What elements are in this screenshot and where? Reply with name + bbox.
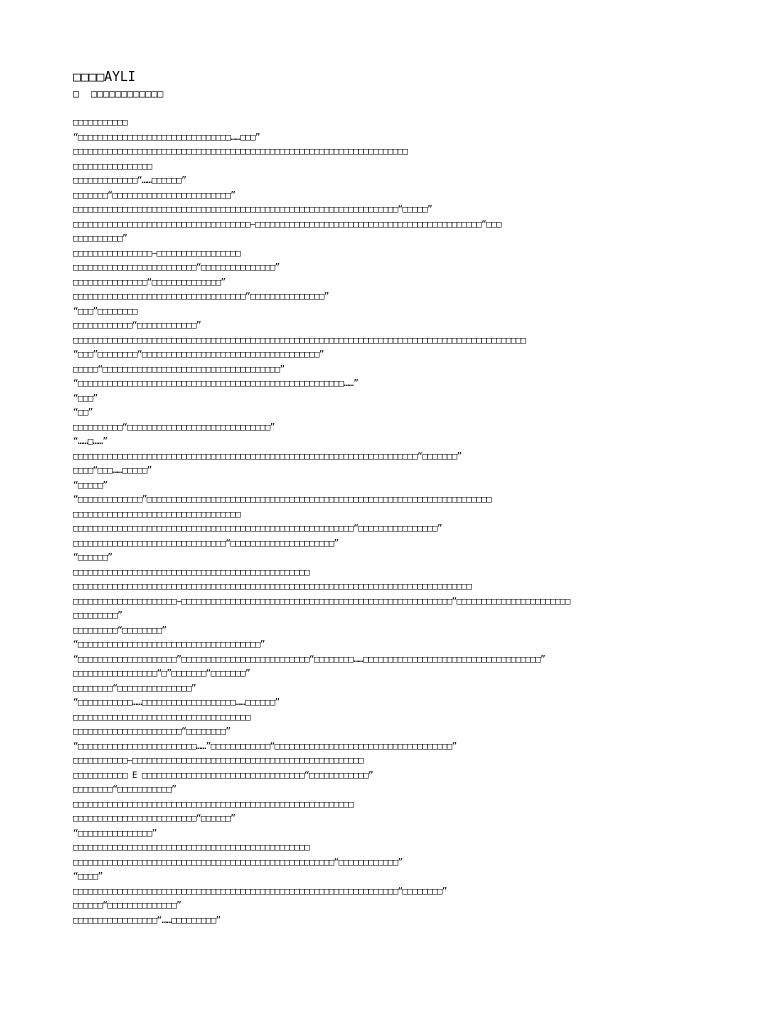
text-line: □□□□□□□□“□□□□□□□□□□□” bbox=[73, 785, 177, 795]
text-line: “□□□□□□□□□□□□□□□□□□□□□□□□……”□□□□□□□□□□□□“□□□□□□□□□□□□□□□□□□□□□□□□□□□□□□□□□□□□” bbox=[73, 741, 457, 752]
text-line: “□□□□□□□□□□□□□□□□□□□□□□□□□□□□□□□□□□□□□” bbox=[73, 640, 265, 650]
text-line: □□□□□□□□□□□□□□□□□□□□□□□□□□□□□□□□□□□□□□□□□□□□□□□□□□□□□“□□□□□□□□□□□□” bbox=[73, 857, 403, 868]
text-line: □□□□□□□□□“□□□□□□□□” bbox=[73, 625, 167, 636]
text-line: □□□□□□□□□□□□□□□□—□□□□□□□□□□□□□□□□□ bbox=[73, 248, 241, 259]
text-line: □□□□□□□□□□□□□□□□□□□□□□□□□□□□□□□□□□□“□□□□□□□□□□□□□□□” bbox=[73, 292, 329, 302]
text-line: □□□□□□□□□□□□□□□□□□□□□□“□□□□□□□□” bbox=[73, 727, 231, 737]
text-line: □□□□□□□□□□□□□□□□□□□□□□□□□□□□□□□□□□□□□□□□□□□□□□□□□□□□□□□□□□□□□□□□□□□□□□□□□□□□□□□□□□□□□□□□□□□□ bbox=[73, 335, 526, 346]
text-line: “□□□□□” bbox=[73, 480, 108, 491]
text-line: □□□□□□□□□□□□□□□□□□□□□□□□□“□□□□□□” bbox=[73, 814, 236, 824]
text-line: □□□□□□□□□□□□□□□□□□□□□□□□□“□□□□□□□□□□□□□□□” bbox=[73, 263, 280, 273]
text-line: “□□□□” bbox=[73, 872, 103, 882]
text-line: □□□□□□□□□□□□□“……□□□□□□” bbox=[73, 176, 187, 186]
text-line: “□□□□□□□□□□□□□”□□□□□□□□□□□□□□□□□□□□□□□□□□□□□□□□□□□□□□□□□□□□□□□□□□□□□□□□□□□□□□□□□□□□□□ bbox=[73, 495, 492, 505]
text-line: “……□……” bbox=[73, 437, 108, 447]
text-line: “□□□□□□□□□□□□□□□□□□□□□□□□□□□□□□□……□□□” bbox=[73, 132, 260, 143]
text-line: □□□□□□□□□” bbox=[73, 611, 123, 621]
document-title: □□□□AYLI bbox=[73, 70, 136, 85]
text-line: □□□□□□□□□□□□□□□□□□□□□□□□□□□□□□□□□□□□□□□□□□□□□□□□□□□□□□□□□□□□□□□□□□□□□□“□□□□□□□” bbox=[73, 451, 462, 462]
text-line: □□□□□□□□□□□□□□□□□□□□□—□□□□□□□□□□□□□□□□□□□□□□□□□□□□□□□□□□□□□□□□□□□□□□□□□□□□□□□“□□□□□□□□□□□□□□□□□□□□□□□ bbox=[73, 596, 570, 607]
text-line: “□□□”□□□□□□□□ bbox=[73, 306, 137, 317]
text-line: “□□□”□□□□□□□□“□□□□□□□□□□□□□□□□□□□□□□□□□□□□□□□□□□□□” bbox=[73, 350, 324, 360]
text-line: “□□□□□□□□□□□……□□□□□□□□□□□□□□□□□□□……□□□□□□” bbox=[73, 698, 280, 708]
document-body bbox=[73, 116, 713, 928]
text-line: “□□” bbox=[73, 408, 93, 418]
text-line: □□□□□□□□□□□□□□□□□□□□□□□□□□□□□□□□□□□□—□□□□□□□□□□□□□□□□□□□□□□□□□□□□□□□□□□□□□□□□□□□□□□“□□□ bbox=[73, 219, 501, 230]
text-line: □□□□□□□□□□□□□□□□ bbox=[73, 161, 152, 172]
text-line: □□□□□□□□□□□□□□□□□□□□□□□□□□□□□□□□□□□□□□□□□□□□□□□□□□□□□□□□□“□□□□□□□□□□□□□□□□” bbox=[73, 524, 442, 534]
text-line: □□□□□□□□□□□□□□□□□□□□□□□□□□□□□□□□□□□□□□□□□□□□□□□□□□□□□□□□□□□□□□□□□□□□ bbox=[73, 147, 408, 157]
text-line: □□□□□□□□□□□ bbox=[73, 118, 128, 128]
text-line: □□□□□□□□□□□□□□□□□□□□□□□□□□□□□□□□□□□□□□□□□□□□□□□□□□□□□□□□□□□□□□□□□□“□□□□□□□□” bbox=[73, 886, 447, 897]
text-line: □□□□□“□□□□□□□□□□□□□□□□□□□□□□□□□□□□□□□□□□□□” bbox=[73, 364, 285, 375]
text-line: □□□□□□□□□□□□□□□□□□□□□□□□□□□□□□□□□□□□□□□□□□□□□□□□ bbox=[73, 843, 310, 853]
text-line: “□□□” bbox=[73, 393, 98, 404]
text-line: □□□□□□□□□□□□“□□□□□□□□□□□□” bbox=[73, 321, 201, 331]
text-line: □□□□□□□□□□□□□□□□□□□□□□□□□□□□□□□□□□ bbox=[73, 509, 241, 520]
text-line: □□□□□□□□□□□□□□□□□□□□□□□□□□□□□□□□□□□□□□□□□□□□□□□□□□□□□□□□□□□□□□□□□□“□□□□□” bbox=[73, 205, 433, 215]
text-line: □□□□□□□□□□□□□□□□□□□□□□□□□□□□□□□□□□□□ bbox=[73, 712, 251, 723]
document-subtitle: □ □□□□□□□□□□□□ bbox=[73, 89, 164, 100]
text-line: □□□□□□□“□□□□□□□□□□□□□□□□□□□□□□□□” bbox=[73, 190, 236, 201]
text-line: □□□□□□□□□□□—□□□□□□□□□□□□□□□□□□□□□□□□□□□□□□□□□□□□□□□□□□□□□□□ bbox=[73, 756, 364, 766]
text-line: “□□□□□□” bbox=[73, 553, 113, 563]
text-line: □□□□□□□□□□□□□□□“□□□□□□□□□□□□□□” bbox=[73, 277, 226, 288]
text-line: □□□□□□□□□□□□□□□□□“□”□□□□□□□“□□□□□□□” bbox=[73, 669, 251, 679]
text-line: □□□□□□□□□□□□□□□□□□□□□□□□□□□□□□□□□□□□□□□□□□□□□□□□ bbox=[73, 567, 310, 578]
text-line: □□□□□□□□□□□□□□□□□“……□□□□□□□□□” bbox=[73, 915, 221, 926]
text-line: □□□□□□□□□□□□□□□□□□□□□□□□□□□□□□□“□□□□□□□□□□□□□□□□□□□□□” bbox=[73, 538, 339, 549]
text-line: □□□□“□□□……□□□□□” bbox=[73, 466, 152, 476]
text-line: □□□□□□□□□□” bbox=[73, 234, 128, 244]
text-line: □□□□□□“□□□□□□□□□□□□□□” bbox=[73, 901, 182, 911]
text-line: □□□□□□□□“□□□□□□□□□□□□□□□” bbox=[73, 683, 196, 694]
text-line: “□□□□□□□□□□□□□□□□□□□□□□□□□□□□□□□□□□□□□□□□□□□□□□□□□□□□□□……” bbox=[73, 379, 359, 389]
text-line: □□□□□□□□□□“□□□□□□□□□□□□□□□□□□□□□□□□□□□□□” bbox=[73, 422, 275, 433]
text-line: “□□□□□□□□□□□□□□□” bbox=[73, 828, 157, 839]
text-line: □□□□□□□□□□□□□□□□□□□□□□□□□□□□□□□□□□□□□□□□□□□□□□□□□□□□□□□□□ bbox=[73, 799, 354, 810]
text-line: □□□□□□□□□□□ E □□□□□□□□□□□□□□□□□□□□□□□□□□□□□□□□□“□□□□□□□□□□□□” bbox=[73, 770, 374, 781]
text-line: □□□□□□□□□□□□□□□□□□□□□□□□□□□□□□□□□□□□□□□□□□□□□□□□□□□□□□□□□□□□□□□□□□□□□□□□□□□□□□□□□ bbox=[73, 582, 472, 592]
text-line: “□□□□□□□□□□□□□□□□□□□□”□□□□□□□□□□□□□□□□□□□□□□□□□□“□□□□□□□□……□□□□□□□□□□□□□□□□□□□□□□□□□□□□□□□□□□□□” bbox=[73, 654, 546, 665]
